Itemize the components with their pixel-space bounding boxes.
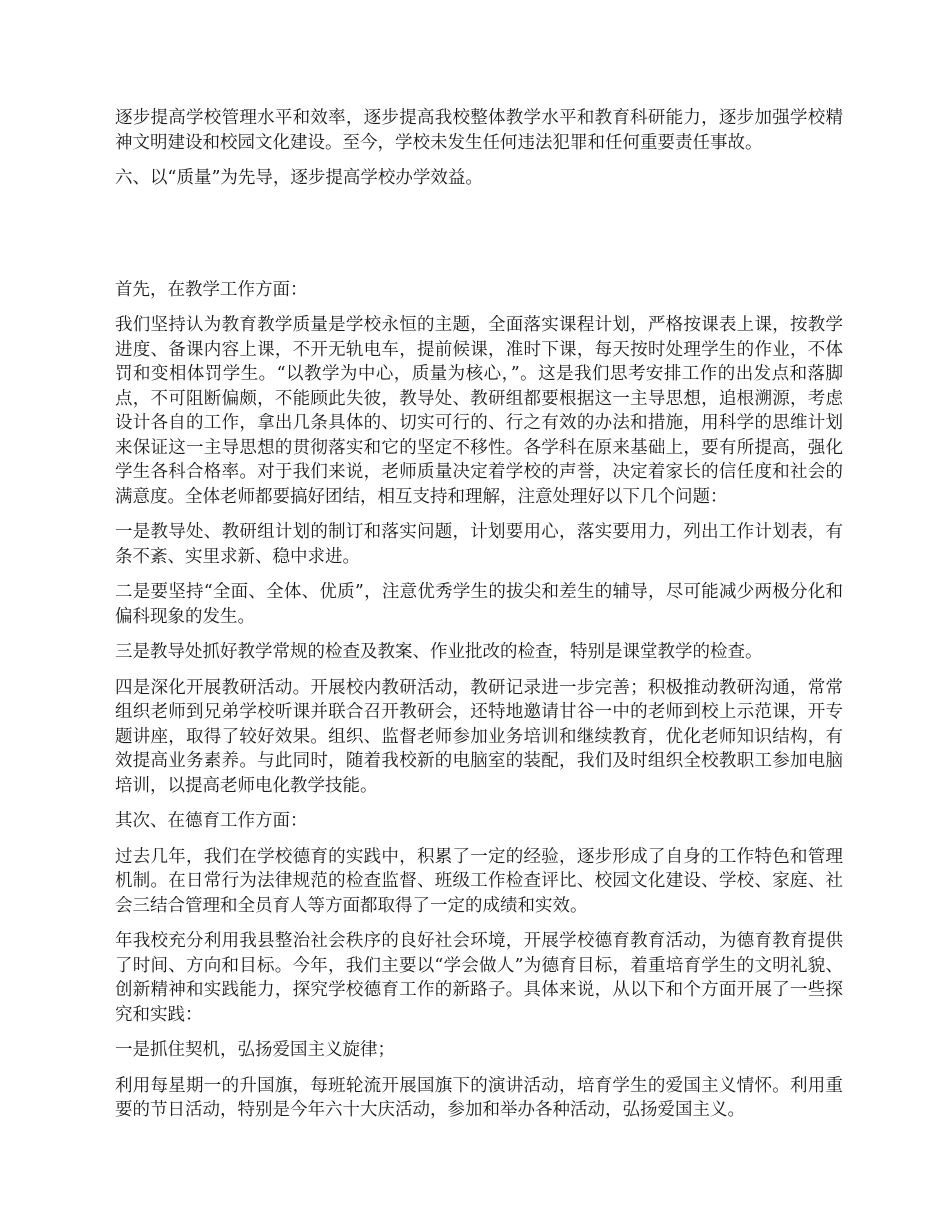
paragraph: 一是教导处、教研组计划的制订和落实问题，计划要用心，落实要用力，列出工作计划表，有条不紊、实里求新、稳中求进。 <box>115 522 843 567</box>
paragraph: 逐步提高学校管理水平和效率，逐步提高我校整体教学水平和教育科研能力，逐步加强学校精神文明建设和校园文化建设。至今，学校未发生任何违法犯罪和任何重要责任事故。 <box>115 108 843 153</box>
section-heading: 六、以“质量”为先导，逐步提高学校办学效益。 <box>115 168 483 188</box>
paragraph: 过去几年，我们在学校德育的实践中，积累了一定的经验，逐步形成了自身的工作特色和管理机制。在日常行为法律规范的检查监督、班级工作检查评比、校园文化建设、学校、家庭、社会三结合管理和全员育人等方面都取得了一定的成绩和实效。 <box>115 846 843 916</box>
subheading: 其次、在德育工作方面： <box>115 811 308 831</box>
paragraph: 年我校充分利用我县整治社会秩序的良好社会环境，开展学校德育教育活动，为德育教育提供了时间、方向和目标。今年，我们主要以“学会做人”为德育目标，着重培育学生的文明礼貌、创新精神和实践能力，探究学校德育工作的新路子。具体来说，从以下和个方面开展了一些探究和实践： <box>115 931 843 1025</box>
blank-space <box>115 202 843 278</box>
paragraph: 我们坚持认为教育教学质量是学校永恒的主题，全面落实课程计划，严格按课表上课，按教学进度、备课内容上课，不开无轨电车，提前候课，准时下课，每天按时处理学生的作业，不体罚和变相体罚学生。“以教学为中心，质量为核心，”。这是我们思考安排工作的出发点和落脚点，不可阻断偏颇，不能顾此失彼，教导处、教研组都要根据这一主导思想，追根溯源，考虑设计各自的工作，拿出几条具体的、切实可行的、行之有效的办法和措施，用科学的思维计划来保证这一主导思想的贯彻落实和它的坚定不移性。各学科在原来基础上，要有所提高，强化学生各科合格率。对于我们来说，老师质量决定着学校的声誉，决定着家长的信任度和社会的满意度。全体老师都要搞好团结，相互支持和理解，注意处理好以下几个问题： <box>115 315 843 507</box>
document-body <box>115 106 843 1134</box>
subheading: 首先，在教学工作方面： <box>115 279 308 300</box>
paragraph: 三是教导处抓好教学常规的检查及教案、作业批改的检查，特别是课堂教学的检查。 <box>115 642 763 662</box>
paragraph: 利用每星期一的升国旗，每班轮流开展国旗下的演讲活动，培育学生的爱国主义情怀。利用重要的节日活动，特别是今年六十大庆活动，参加和举办各种活动，弘扬爱国主义。 <box>115 1075 843 1120</box>
paragraph: 二是要坚持“全面、全体、优质”，注意优秀学生的拔尖和差生的辅导，尽可能减少两极分化和偏科现象的发生。 <box>115 582 843 627</box>
paragraph: 四是深化开展教研活动。开展校内教研活动，教研记录进一步完善；积极推动教研沟通，常常组织老师到兄弟学校听课并联合召开教研会，还特地邀请甘谷一中的老师到校上示范课，开专题讲座，取得了较好效果。组织、监督老师参加业务培训和继续教育，优化老师知识结构，有效提高业务素养。与此同时，随着我校新的电脑室的装配，我们及时组织全校教职工参加电脑培训，以提高老师电化教学技能。 <box>115 677 843 796</box>
paragraph: 一是抓住契机，弘扬爱国主义旋律； <box>115 1040 395 1060</box>
